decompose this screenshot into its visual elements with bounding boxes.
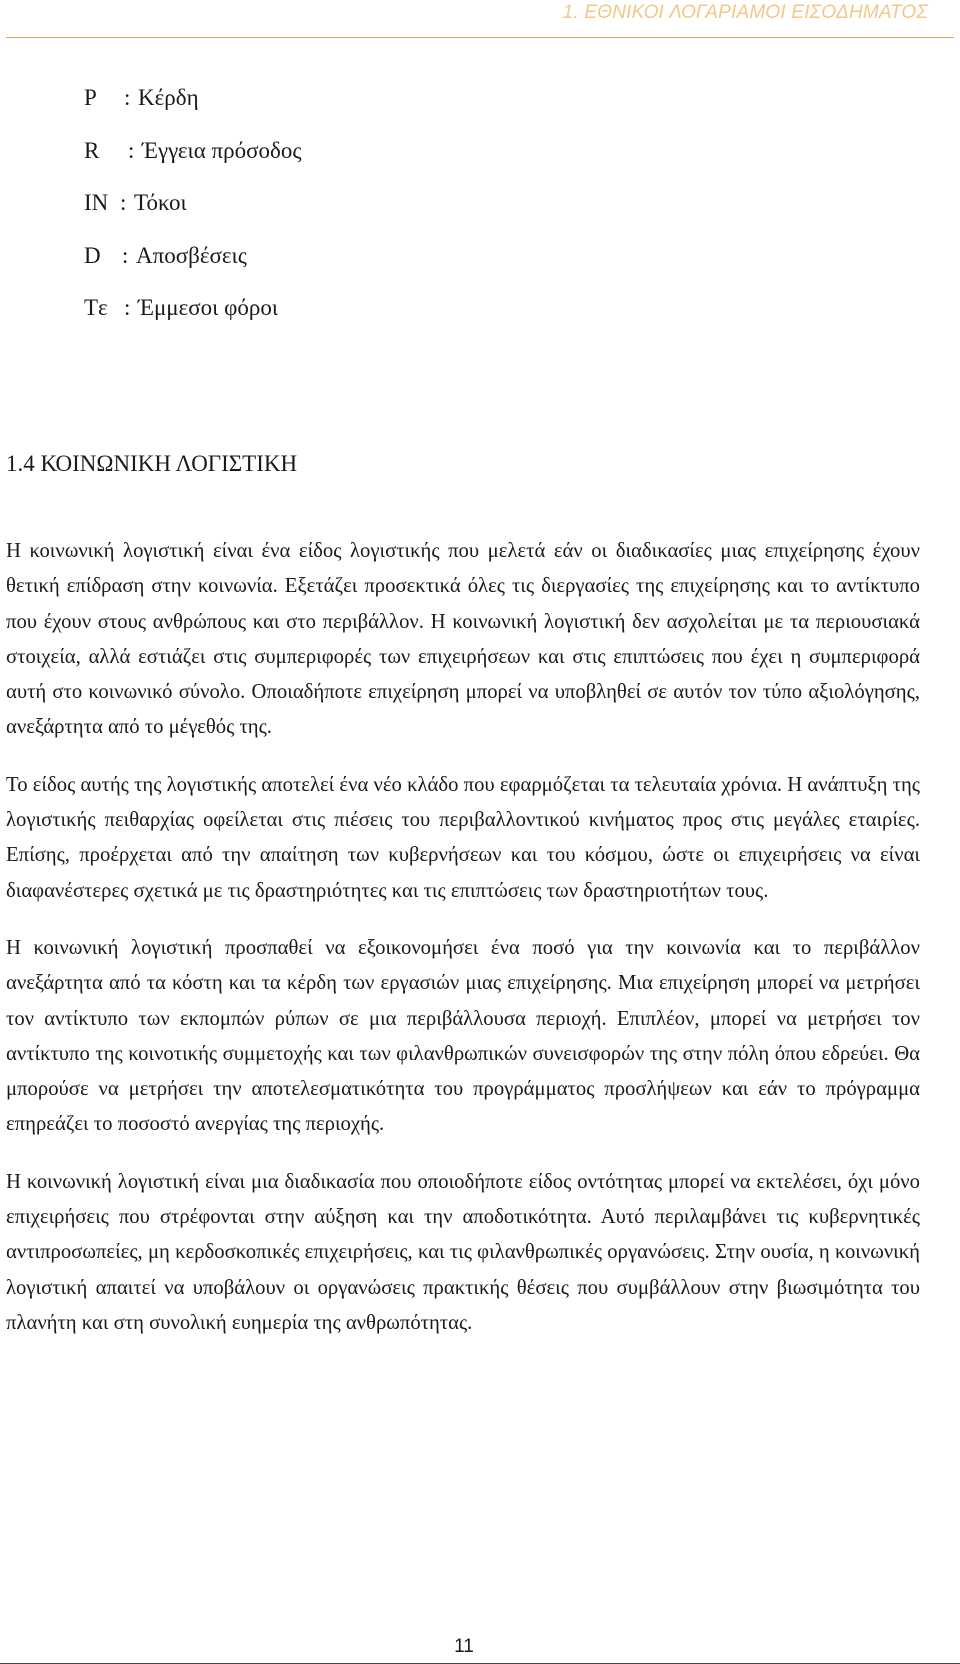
legend-separator: : [124,85,131,110]
legend-item [84,177,301,230]
legend-item [84,125,301,178]
legend-symbol: R [84,137,100,163]
legend-separator: : [120,190,127,215]
legend-definition: Έγγεια πρόσοδος [142,137,302,163]
paragraph: Η κοινωνική λογιστική προσπαθεί να εξοικονομήσει ένα ποσό για την κοινωνία και το περιβάλλον ανεξάρτητα από τα κόστη και τα κέρδη των εργασιών μιας επιχείρησης. Μια επιχείρηση μπορεί να μετρήσει τον αντίκτυπο των εκπομπών ρύπων σε μια περιβάλλουσα περιοχή. Επιπλέον, μπορεί να μετρήσει τον αντίκτυπο της κοινοτικής συμμετοχής και των φιλανθρωπικών συνεισφορών της στην πόλη όπου εδρεύει. Θα μπορούσε να μετρήσει την αποτελεσματικότητα του προγράμματος προσλήψεων και εάν το πρόγραμμα επηρεάζει το ποσοστό ανεργίας της περιοχής. [6,936,920,1136]
legend-item [84,72,301,125]
section-heading: 1.4 ΚΟΙΝΩΝΙΚΗ ΛΟΓΙΣΤΙΚΗ [6,451,298,476]
legend-separator: : [128,137,135,163]
legend-symbol: D [84,242,101,268]
header-divider [6,37,954,38]
legend-symbol: IN [84,190,109,215]
legend-separator: : [122,242,129,268]
legend-definition: Αποσβέσεις [136,242,247,268]
legend-item [84,230,301,283]
section-body [6,534,920,1363]
legend-separator: : [124,295,131,320]
legend-definition: Έμμεσοι φόροι [138,295,279,320]
page-number: 11 [454,1636,474,1657]
symbol-legend [84,72,301,335]
paragraph: Η κοινωνική λογιστική είναι μια διαδικασία που οποιοδήποτε είδος οντότητας μπορεί να εκτελέσει, όχι μόνο επιχειρήσεις που στρέφονται στην αύξηση και την αποδοτικότητα. Αυτό περιλαμβάνει τις κυβερνητικές αντιπροσωπείες, μη κερδοσκοπικές επιχειρήσεις, και τις φιλανθρωπικές οργανώσεις. Στην ουσία, η κοινωνική λογιστική απαιτεί να υποβάλουν οι οργανώσεις πρακτικής θέσεις που συμβάλλουν στην βιωσιμότητα του πλανήτη και στη συνολική ευημερία της ανθρωπότητας. [6,1170,920,1334]
paragraph: Η κοινωνική λογιστική είναι ένα είδος λογιστικής που μελετά εάν οι διαδικασίες μιας επιχείρησης έχουν θετική επίδραση στην κοινωνία. Εξετάζει προσεκτικά όλες τις διεργασίες της επιχείρησης και το αντίκτυπο που έχουν στους ανθρώπους και στο περιβάλλον. Η κοινωνική λογιστική δεν ασχολείται με τα περιουσιακά στοιχεία, αλλά εστιάζει στις συμπεριφορές των επιχειρήσεων και στις επιπτώσεις που έχει η συμπεριφορά αυτή στο κοινωνικό σύνολο. Οποιαδήποτε επιχείρηση μπορεί να υποβληθεί σε αυτόν τον τύπο αξιολόγησης, ανεξάρτητα από το μέγεθός της. [6,540,920,739]
running-header-title: 1. ΕΘΝΙΚΟΙ ΛΟΓΑΡΙΑΜΟΙ ΕΙΣΟΔΗΜΑΤΟΣ [562,2,928,23]
legend-definition: Τόκοι [134,190,187,215]
legend-symbol: P [84,85,97,110]
legend-item [84,282,301,335]
legend-symbol: Tε [84,295,108,320]
paragraph: Το είδος αυτής της λογιστικής αποτελεί ένα νέο κλάδο που εφαρμόζεται τα τελευταία χρόνια. Η ανάπτυξη της λογιστικής πειθαρχίας οφείλεται στις πιέσεις του περιβαλλοντικού κινήματος προς στις μεγάλες εταιρίες. Επίσης, προέρχεται από την απαίτηση των κυβερνήσεων και του κόσμου, ώστε οι επιχειρήσεις να είναι διαφανέστερες σχετικά με τις δραστηριότητες και τις επιπτώσεις των δραστηριοτήτων τους. [6,773,920,902]
legend-definition: Κέρδη [138,85,199,110]
